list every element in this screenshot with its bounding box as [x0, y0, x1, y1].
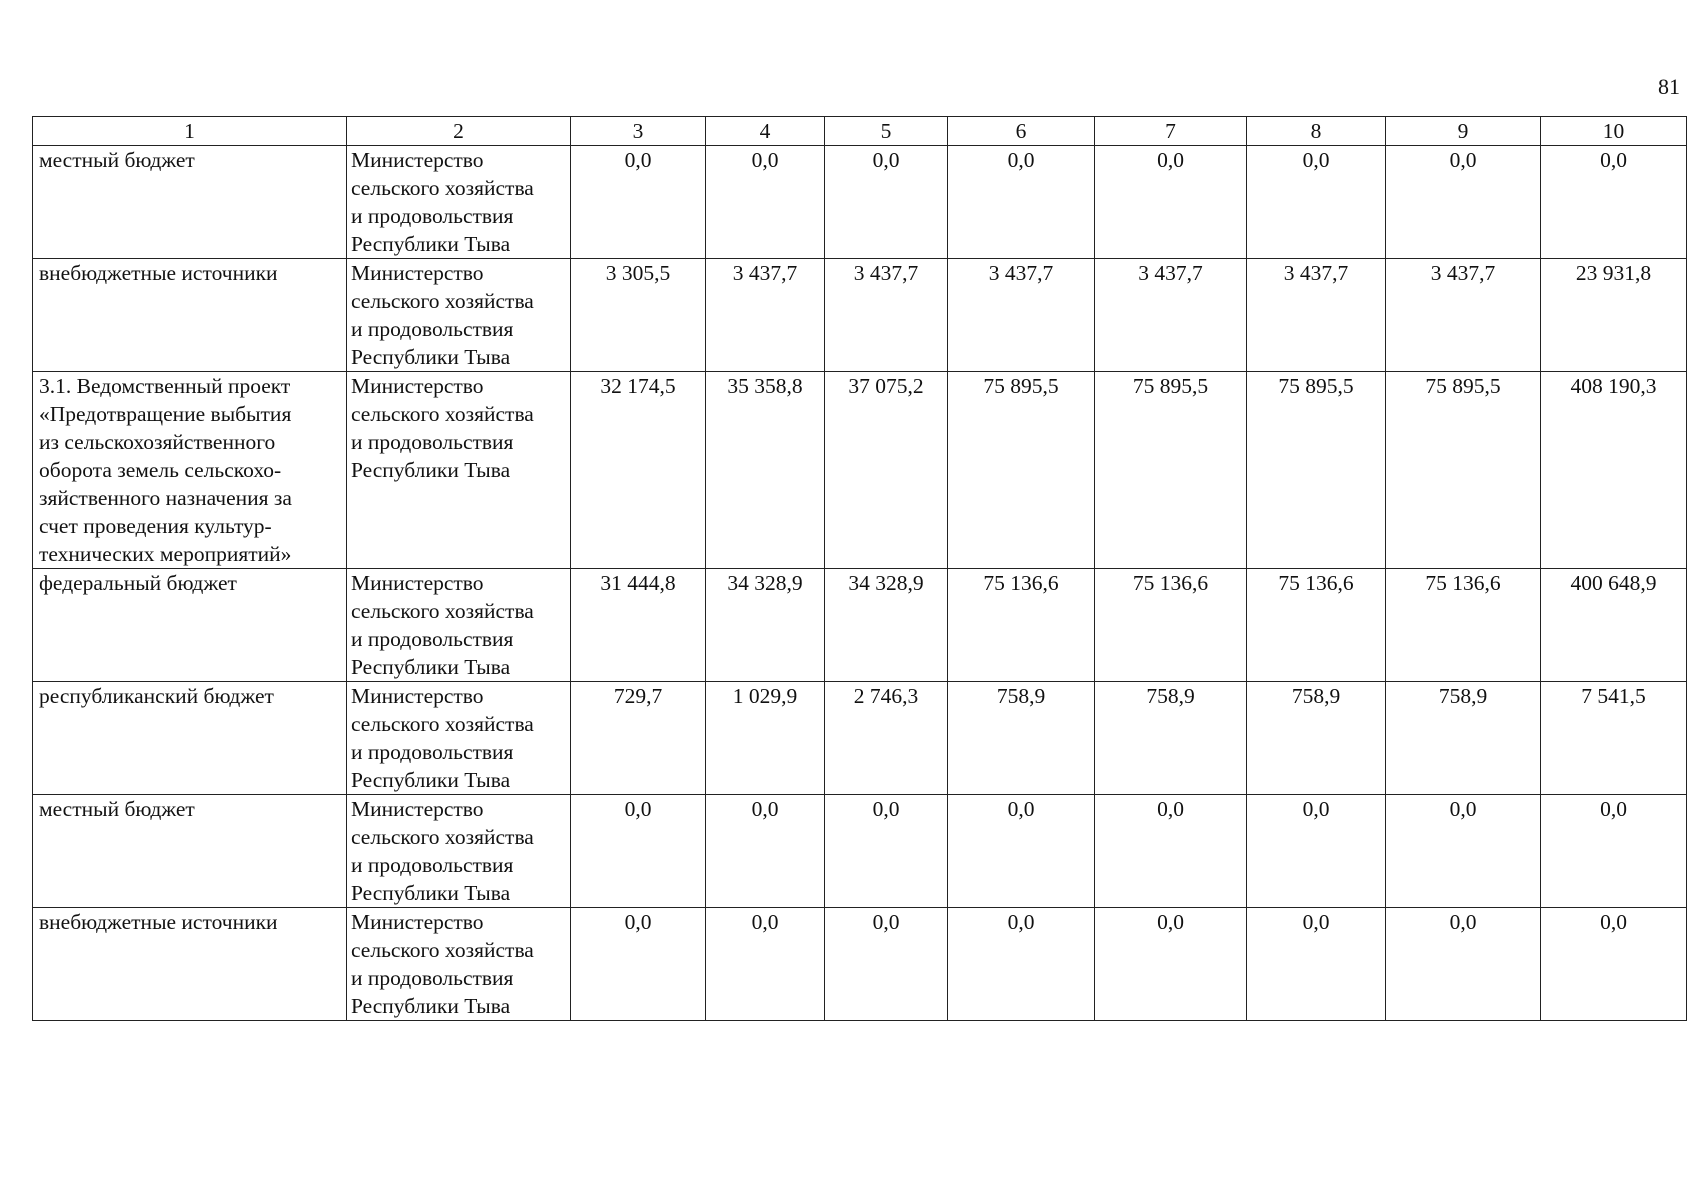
table-row: [33, 682, 1687, 795]
column-number: 1: [33, 117, 347, 146]
value-cell: 0,0: [1247, 146, 1386, 259]
value-cell: 758,9: [1386, 682, 1541, 795]
value-cell: 0,0: [1386, 146, 1541, 259]
responsible-org-cell: Министерство сельского хозяйства и продовольствия Республики Тыва: [347, 795, 571, 908]
value-cell: 0,0: [825, 795, 948, 908]
value-cell: 729,7: [571, 682, 706, 795]
value-cell: 75 895,5: [1095, 372, 1247, 569]
value-cell: 3 305,5: [571, 259, 706, 372]
table-row: [33, 569, 1687, 682]
value-cell: 35 358,8: [706, 372, 825, 569]
page-number: 81: [1658, 74, 1680, 99]
value-cell: 34 328,9: [825, 569, 948, 682]
responsible-org-cell: Министерство сельского хозяйства и продовольствия Республики Тыва: [347, 372, 571, 569]
row-name-cell: республиканский бюджет: [33, 682, 347, 795]
value-cell: 32 174,5: [571, 372, 706, 569]
row-name-cell: внебюджетные источники: [33, 259, 347, 372]
value-cell: 0,0: [1541, 795, 1687, 908]
value-cell: 0,0: [948, 908, 1095, 1021]
row-name-cell: федеральный бюджет: [33, 569, 347, 682]
value-cell: 37 075,2: [825, 372, 948, 569]
value-cell: 3 437,7: [825, 259, 948, 372]
value-cell: 758,9: [1247, 682, 1386, 795]
column-number: 5: [825, 117, 948, 146]
responsible-org-cell: Министерство сельского хозяйства и продовольствия Республики Тыва: [347, 146, 571, 259]
value-cell: 75 136,6: [1386, 569, 1541, 682]
value-cell: 0,0: [571, 908, 706, 1021]
column-number: 10: [1541, 117, 1687, 146]
row-name-cell: 3.1. Ведомственный проект «Предотвращение выбытия из сельскохозяйственного оборота земель сельскохо- зяйственного назначения за счет проведения культур- технических мероприятий»: [33, 372, 347, 569]
value-cell: 0,0: [571, 795, 706, 908]
responsible-org-cell: Министерство сельского хозяйства и продовольствия Республики Тыва: [347, 682, 571, 795]
value-cell: 0,0: [1386, 908, 1541, 1021]
responsible-org-cell: Министерство сельского хозяйства и продовольствия Республики Тыва: [347, 569, 571, 682]
column-number: 7: [1095, 117, 1247, 146]
value-cell: 0,0: [948, 146, 1095, 259]
table-row: [33, 908, 1687, 1021]
row-name-cell: внебюджетные источники: [33, 908, 347, 1021]
value-cell: 7 541,5: [1541, 682, 1687, 795]
value-cell: 758,9: [1095, 682, 1247, 795]
table-row: [33, 372, 1687, 569]
value-cell: 34 328,9: [706, 569, 825, 682]
value-cell: 3 437,7: [1386, 259, 1541, 372]
value-cell: 0,0: [825, 146, 948, 259]
responsible-org-cell: Министерство сельского хозяйства и продовольствия Республики Тыва: [347, 259, 571, 372]
value-cell: 0,0: [1095, 795, 1247, 908]
value-cell: 0,0: [948, 795, 1095, 908]
value-cell: 75 136,6: [1095, 569, 1247, 682]
table-row: [33, 146, 1687, 259]
value-cell: 2 746,3: [825, 682, 948, 795]
value-cell: 3 437,7: [1247, 259, 1386, 372]
value-cell: 1 029,9: [706, 682, 825, 795]
value-cell: 0,0: [706, 795, 825, 908]
value-cell: 75 895,5: [948, 372, 1095, 569]
value-cell: 400 648,9: [1541, 569, 1687, 682]
table-row: [33, 259, 1687, 372]
value-cell: 758,9: [948, 682, 1095, 795]
value-cell: 0,0: [1095, 146, 1247, 259]
value-cell: 75 895,5: [1247, 372, 1386, 569]
value-cell: 0,0: [706, 908, 825, 1021]
value-cell: 3 437,7: [706, 259, 825, 372]
value-cell: 0,0: [825, 908, 948, 1021]
column-number: 8: [1247, 117, 1386, 146]
value-cell: 408 190,3: [1541, 372, 1687, 569]
column-number: 6: [948, 117, 1095, 146]
value-cell: 3 437,7: [1095, 259, 1247, 372]
column-number-row: [33, 117, 1687, 146]
column-number: 4: [706, 117, 825, 146]
value-cell: 75 136,6: [948, 569, 1095, 682]
value-cell: 75 136,6: [1247, 569, 1386, 682]
value-cell: 23 931,8: [1541, 259, 1687, 372]
budget-table: [32, 116, 1687, 1021]
value-cell: 0,0: [1095, 908, 1247, 1021]
value-cell: 31 444,8: [571, 569, 706, 682]
value-cell: 0,0: [1247, 795, 1386, 908]
column-number: 3: [571, 117, 706, 146]
value-cell: 75 895,5: [1386, 372, 1541, 569]
value-cell: 0,0: [1541, 146, 1687, 259]
value-cell: 0,0: [1247, 908, 1386, 1021]
column-number: 9: [1386, 117, 1541, 146]
value-cell: 0,0: [1541, 908, 1687, 1021]
table-row: [33, 795, 1687, 908]
row-name-cell: местный бюджет: [33, 795, 347, 908]
column-number: 2: [347, 117, 571, 146]
responsible-org-cell: Министерство сельского хозяйства и продовольствия Республики Тыва: [347, 908, 571, 1021]
value-cell: 0,0: [1386, 795, 1541, 908]
value-cell: 3 437,7: [948, 259, 1095, 372]
row-name-cell: местный бюджет: [33, 146, 347, 259]
value-cell: 0,0: [706, 146, 825, 259]
value-cell: 0,0: [571, 146, 706, 259]
